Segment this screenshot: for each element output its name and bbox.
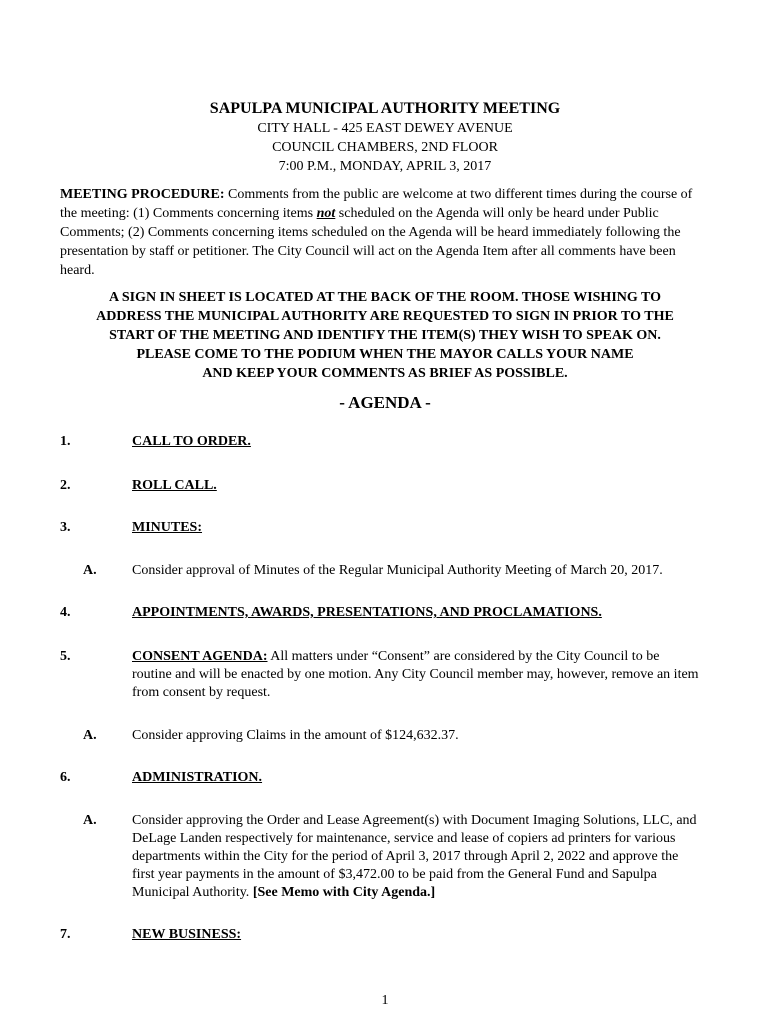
meeting-header [0, 99, 770, 176]
sign-in-notice [50, 288, 720, 383]
procedure-text-1: Comments from the public are welcome at two different times during the course of the meeting: (1) Comments concerning items [60, 187, 693, 221]
item-6a-body [132, 812, 702, 902]
meeting-title: SAPULPA MUNICIPAL AUTHORITY MEETING [209, 100, 561, 117]
item-4-number: 4. [60, 605, 71, 620]
item-7-title [132, 926, 702, 944]
item-6-title-text: ADMINISTRATION. [132, 770, 263, 785]
item-2-title-text: ROLL CALL. [132, 478, 217, 493]
item-3a-letter: A. [83, 563, 97, 578]
item-6a-memo-note: [See Memo with City Agenda.] [252, 885, 436, 900]
item-5a-letter: A. [83, 728, 97, 743]
item-1-title-text: CALL TO ORDER. [132, 434, 251, 449]
meeting-room: COUNCIL CHAMBERS, 2ND FLOOR [272, 140, 498, 155]
item-6-title [132, 769, 702, 787]
procedure-label: MEETING PROCEDURE: [60, 187, 225, 202]
item-3-number: 3. [60, 520, 71, 535]
page-number: 1 [381, 993, 389, 1008]
sign-in-line-4: PLEASE COME TO THE PODIUM WHEN THE MAYOR CALLS YOUR NAME [136, 347, 634, 362]
item-3a-text: Consider approval of Minutes of the Regular Municipal Authority Meeting of March 20, 2017. [132, 563, 663, 578]
item-4-title-text: APPOINTMENTS, AWARDS, PRESENTATIONS, AND PROCLAMATIONS. [132, 605, 602, 620]
item-7-title-text: NEW BUSINESS: [132, 927, 242, 942]
item-3-title [132, 519, 702, 537]
sign-in-line-3: START OF THE MEETING AND IDENTIFY THE ITEM(S) THEY WISH TO SPEAK ON. [109, 328, 661, 343]
item-4-title [132, 604, 702, 622]
meeting-procedure [60, 185, 710, 280]
item-6-number: 6. [60, 770, 71, 785]
item-7-number: 7. [60, 927, 71, 942]
agenda-heading: - AGENDA - [339, 393, 431, 412]
procedure-text-2: scheduled on the Agenda will only be heard under Public Comments; (2) Comments concerning items scheduled on the Agenda will be heard immediately following the presentation by staff or petitioner. The City Council will act on the Agenda Item after all comments have been heard. [60, 206, 681, 278]
item-5-number: 5. [60, 649, 71, 664]
meeting-location: CITY HALL - 425 EAST DEWEY AVENUE [257, 121, 513, 136]
item-2-number: 2. [60, 478, 71, 493]
sign-in-line-5: AND KEEP YOUR COMMENTS AS BRIEF AS POSSIBLE. [202, 366, 568, 381]
item-5-description: All matters under “Consent” are considered by the City Council to be routine and will be enacted by one motion. Any City Council member may, however, remove an item from consent by request. [132, 649, 699, 700]
sign-in-line-1: A SIGN IN SHEET IS LOCATED AT THE BACK OF THE ROOM. THOSE WISHING TO [108, 290, 661, 305]
item-1-number: 1. [60, 434, 71, 449]
item-3-title-text: MINUTES: [132, 520, 203, 535]
item-5-title-text: CONSENT AGENDA: [132, 649, 268, 664]
sign-in-line-2: ADDRESS THE MUNICIPAL AUTHORITY ARE REQUESTED TO SIGN IN PRIOR TO THE [96, 309, 674, 324]
procedure-emphasis: not [316, 206, 336, 221]
item-6a-text: Consider approving the Order and Lease Agreement(s) with Document Imaging Solutions, LLC, and DeLage Landen respectively for maintenance, service and lease of copiers ad printers for various departments within the City for the period of April 3, 2017 through April 2, 2022 and approve the first year payments in the amount of $3,472.00 to be paid from the General Fund and Sapulpa Municipal Authority. [132, 813, 697, 900]
item-5-body [132, 648, 702, 702]
meeting-datetime: 7:00 P.M., MONDAY, APRIL 3, 2017 [278, 159, 492, 174]
item-5a-text: Consider approving Claims in the amount of $124,632.37. [132, 728, 459, 743]
item-1-title [132, 433, 702, 451]
item-6a-letter: A. [83, 813, 97, 828]
item-2-title [132, 477, 702, 495]
